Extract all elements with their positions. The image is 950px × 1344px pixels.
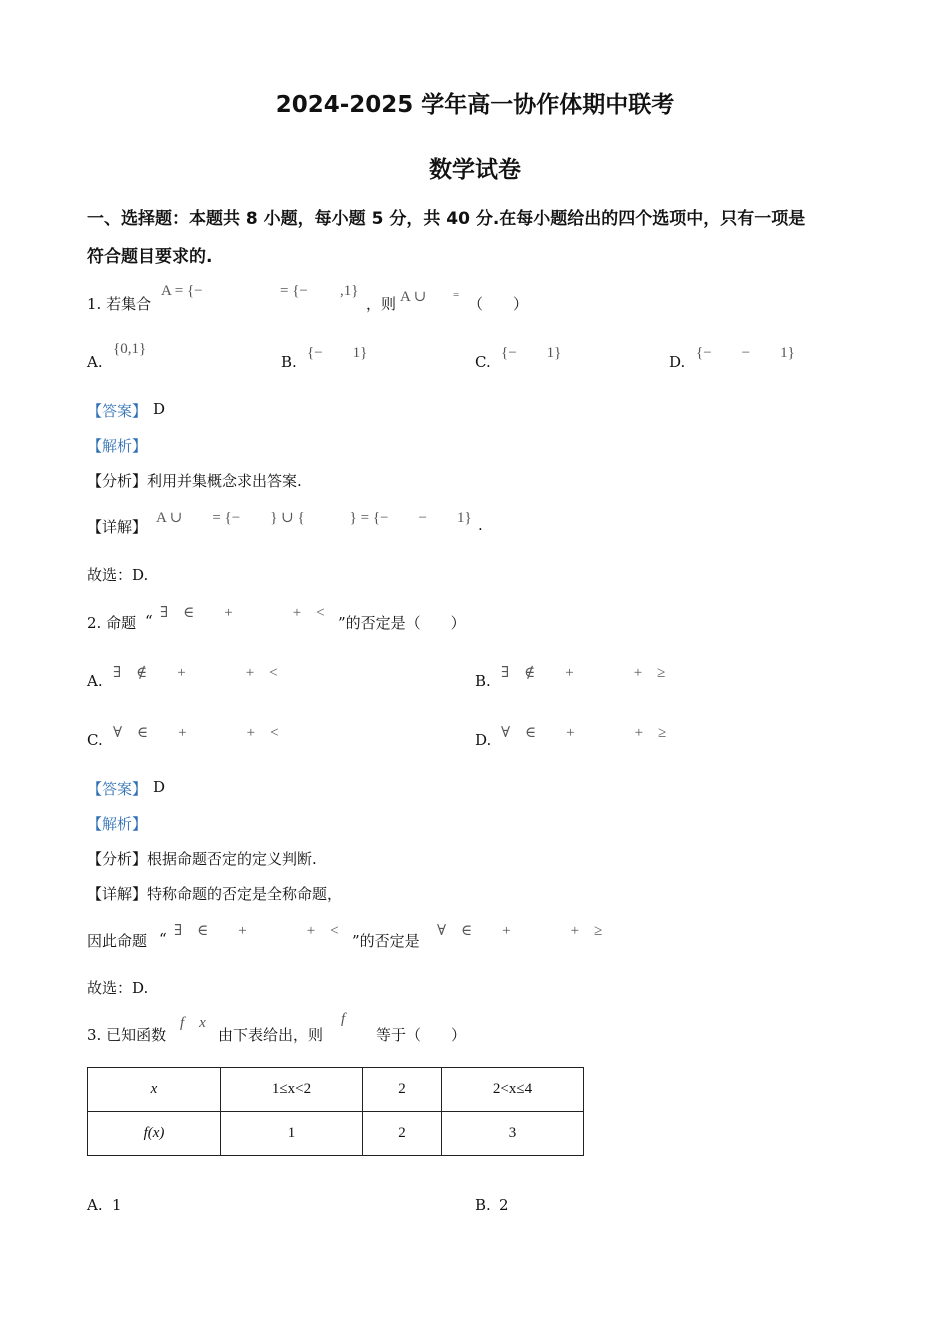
q2-because-quote: “ bbox=[159, 930, 167, 948]
section-header-line2: 符合题目要求的. bbox=[87, 247, 213, 267]
table-header-fx: f(x) bbox=[88, 1112, 221, 1156]
q2-option-a-label: A. bbox=[87, 672, 103, 690]
q1-detail-label: 【详解】 bbox=[87, 518, 148, 536]
table-row bbox=[88, 1112, 584, 1156]
q1-mid: ，则 bbox=[366, 295, 397, 313]
q2-option-d-label: D. bbox=[475, 731, 492, 749]
q2-because-prefix: 因此命题 bbox=[87, 932, 148, 950]
q1-set-a: A = {− bbox=[161, 283, 203, 299]
q1-detail-math: A ∪ = {− } ∪ { } = {− − 1} bbox=[156, 510, 472, 526]
q1-answer-tag: 【答案】 bbox=[87, 402, 148, 420]
q3-option-a-label: A. bbox=[87, 1196, 103, 1214]
q1-option-c-label: C. bbox=[475, 353, 491, 371]
q3-option-a-value: 1 bbox=[112, 1196, 122, 1214]
table-cell: 2 bbox=[363, 1068, 442, 1112]
q3-option-b-value: 2 bbox=[499, 1196, 509, 1214]
q3-mid: 由下表给出，则 bbox=[218, 1026, 324, 1044]
q1-option-b-math: {− 1} bbox=[307, 345, 368, 361]
exam-subtitle: 数学试卷 bbox=[429, 157, 521, 183]
q2-option-c-label: C. bbox=[87, 731, 103, 749]
q2-suffix: ”的否定是（ ） bbox=[338, 614, 466, 632]
q2-because-math: ∃ ∈ + + < bbox=[174, 923, 339, 939]
table-header-x: x bbox=[88, 1068, 221, 1112]
q1-option-d-label: D. bbox=[669, 353, 686, 371]
q1-paren: （ ） bbox=[468, 295, 529, 313]
q2-quote-open: “ bbox=[145, 612, 153, 630]
q2-because-math2: ∀ ∈ + + ≥ bbox=[437, 923, 603, 939]
q2-option-d-math: ∀ ∈ + + ≥ bbox=[501, 725, 667, 741]
q2-because-mid: ”的否定是 bbox=[352, 932, 420, 950]
table-cell: 3 bbox=[442, 1112, 584, 1156]
table-cell: 1≤x<2 bbox=[221, 1068, 363, 1112]
q1-option-a-math: {0,1} bbox=[113, 341, 147, 357]
q1-answer: D bbox=[153, 400, 166, 418]
q3-option-b-label: B. bbox=[475, 1196, 491, 1214]
table-cell: 2<x≤4 bbox=[442, 1068, 584, 1112]
section-header-line1: 一、选择题：本题共 8 小题，每小题 5 分，共 40 分.在每小题给出的四个选项中，只有一项是 bbox=[87, 209, 806, 229]
q2-prefix: 2. 命题 bbox=[87, 614, 137, 632]
q1-prefix: 1. 若集合 bbox=[87, 295, 152, 313]
q2-option-a-math: ∃ ∉ + + < bbox=[113, 665, 278, 681]
exam-title: 2024-2025 学年高一协作体期中联考 bbox=[275, 92, 675, 118]
q1-union: A ∪ bbox=[400, 289, 427, 305]
q1-set-b-start: = {− bbox=[280, 283, 308, 299]
q2-answer-tag: 【答案】 bbox=[87, 780, 148, 798]
q2-analysis-tag: 【解析】 bbox=[87, 815, 148, 833]
q3-fx: f x bbox=[180, 1015, 206, 1031]
q2-option-b-math: ∃ ∉ + + ≥ bbox=[501, 665, 666, 681]
q2-option-c-math: ∀ ∈ + + < bbox=[113, 725, 279, 741]
q1-conclusion: 故选：D. bbox=[87, 566, 149, 584]
q1-analysis-tag: 【解析】 bbox=[87, 437, 148, 455]
q1-option-b-label: B. bbox=[281, 353, 297, 371]
function-table bbox=[87, 1067, 584, 1156]
table-cell: 2 bbox=[363, 1112, 442, 1156]
q1-option-c-math: {− 1} bbox=[501, 345, 562, 361]
q1-set-b-end: ,1} bbox=[340, 283, 359, 299]
q3-f: f bbox=[341, 1011, 346, 1027]
table-cell: 1 bbox=[221, 1112, 363, 1156]
q2-option-b-label: B. bbox=[475, 672, 491, 690]
q1-option-a-label: A. bbox=[87, 353, 103, 371]
q3-prefix: 3. 已知函数 bbox=[87, 1026, 167, 1044]
q1-option-d-math: {− − 1} bbox=[696, 345, 795, 361]
q3-suffix: 等于（ ） bbox=[376, 1026, 467, 1044]
q1-detail-end: . bbox=[478, 516, 483, 534]
q2-conclusion: 故选：D. bbox=[87, 979, 149, 997]
q1-eq: = bbox=[453, 289, 460, 301]
q2-detail: 【详解】特称命题的否定是全称命题， bbox=[87, 885, 343, 903]
q2-fenxi: 【分析】根据命题否定的定义判断. bbox=[87, 850, 317, 868]
table-row bbox=[88, 1068, 584, 1112]
q2-math: ∃ ∈ + + < bbox=[160, 605, 325, 621]
q1-fenxi: 【分析】利用并集概念求出答案. bbox=[87, 472, 302, 490]
q2-answer: D bbox=[153, 778, 166, 796]
